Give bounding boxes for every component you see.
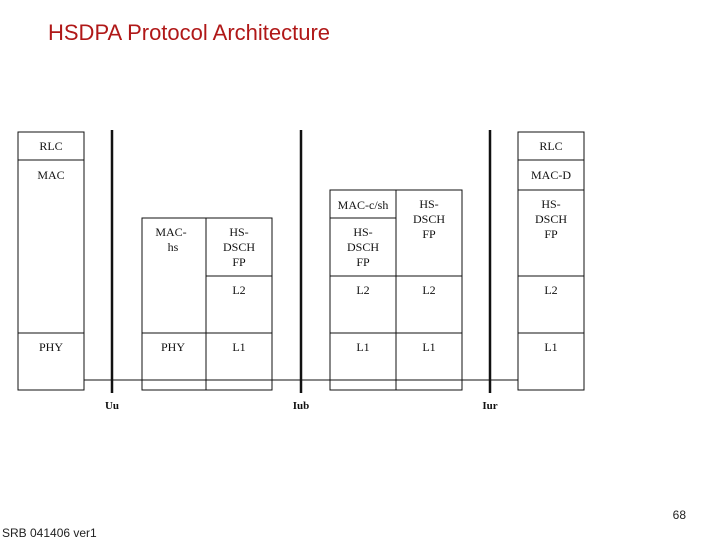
- ue-rlc-label: RLC: [39, 139, 63, 153]
- nodeb-hs-dsch-fp-line2: DSCH: [222, 240, 256, 254]
- drnc-hs-dsch-fp-iub-line2: DSCH: [346, 240, 380, 254]
- srnc-l2-label: L2: [544, 283, 558, 297]
- iub-interface-label: Iub: [292, 400, 310, 412]
- nodeb-mac-hs-label-line2: hs: [167, 240, 179, 254]
- ue-phy-label: PHY: [38, 340, 64, 354]
- drnc-l2-left-label: L2: [356, 283, 370, 297]
- srnc-l1-label: L1: [544, 340, 558, 354]
- drnc-hs-dsch-fp-iub-line3: FP: [356, 255, 370, 269]
- drnc-l2-right-label: L2: [422, 283, 436, 297]
- drnc-hs-dsch-fp-iur-line2: DSCH: [412, 212, 446, 226]
- iur-interface-label: Iur: [482, 400, 498, 412]
- srnc-mac-d-label: MAC-D: [530, 168, 572, 182]
- page-number: 68: [672, 508, 686, 522]
- drnc-hs-dsch-fp-iur-line3: FP: [422, 227, 436, 241]
- drnc-hs-dsch-fp-iub-line1: HS-: [353, 225, 373, 239]
- srnc-hs-dsch-fp-line2: DSCH: [534, 212, 568, 226]
- srnc-rlc-label: RLC: [539, 139, 563, 153]
- drnc-l1-right-label: L1: [422, 340, 436, 354]
- slide-title: HSDPA Protocol Architecture: [48, 20, 331, 45]
- nodeb-l2-label: L2: [232, 283, 246, 297]
- srnc-hs-dsch-fp-line1: HS-: [541, 197, 561, 211]
- nodeb-phy-label: PHY: [160, 340, 186, 354]
- srnc-hs-dsch-fp-line3: FP: [544, 227, 558, 241]
- drnc-l1-left-label: L1: [356, 340, 370, 354]
- uu-interface-label: Uu: [104, 400, 120, 412]
- nodeb-mac-hs-label-line1: MAC-: [155, 225, 187, 239]
- drnc-hs-dsch-fp-iur-line1: HS-: [419, 197, 439, 211]
- ue-mac-label: MAC: [37, 168, 65, 182]
- drnc-mac-c-sh-label: MAC-c/sh: [337, 198, 389, 212]
- nodeb-hs-dsch-fp-line1: HS-: [229, 225, 249, 239]
- footer-reference: SRB 041406 ver1: [2, 526, 97, 540]
- nodeb-l1-label: L1: [232, 340, 246, 354]
- nodeb-hs-dsch-fp-line3: FP: [232, 255, 246, 269]
